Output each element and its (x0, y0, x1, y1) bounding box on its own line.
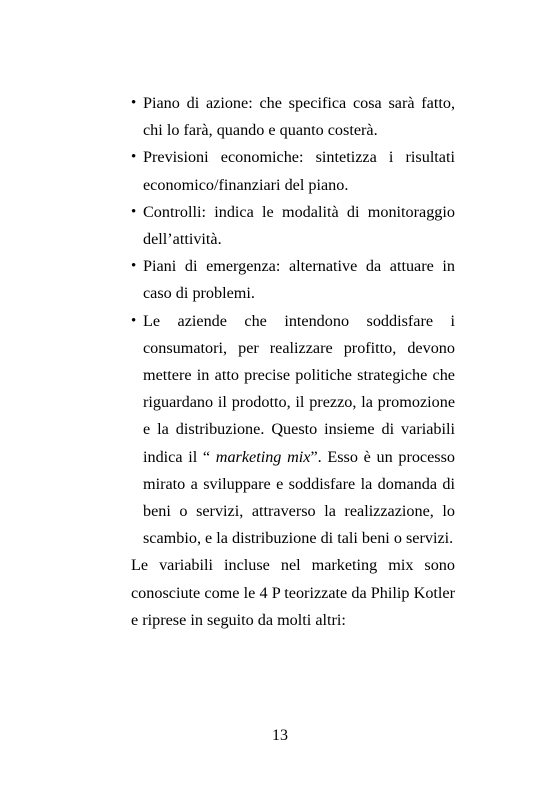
bullet-icon: • (131, 258, 137, 275)
body-paragraph: Le variabili incluse nel marketing mix sono conosciute come le 4 P teorizzate da Philip Kotler e riprese in seguito da molti altri: (131, 556, 455, 629)
page-number: 13 (272, 727, 288, 744)
page-content (131, 90, 455, 634)
marketing-mix-term: marketing mix (215, 447, 311, 466)
bullet-icon: • (131, 312, 137, 329)
list-item (131, 90, 455, 144)
list-item-text: Piani di emergenza: alternative da attuare in caso di problemi. (143, 257, 455, 303)
list-item-text: Piano di azione: che specifica cosa sarà fatto, chi lo farà, quando e quanto costerà. (143, 94, 455, 140)
list-item (131, 144, 455, 198)
bullet-icon: • (131, 95, 137, 111)
list-item (131, 199, 455, 253)
list-item-text: Controlli: indica le modalità di monitoraggio dell’attività. (143, 202, 455, 249)
list-item (131, 308, 455, 553)
bullet-icon: • (131, 203, 137, 220)
bullet-list (131, 90, 455, 552)
list-item-text-after: ”. Esso è un processo mirato a sviluppare e soddisfare la domanda di beni o servizi, attraverso la realizzazione, lo scambio, e la distribuzione di tali beni o servizi. (143, 447, 455, 548)
list-item (131, 253, 455, 307)
list-item-text-before: Le aziende che intendono soddisfare i consumatori, per realizzare profitto, devono mettere in atto precise politiche strategiche che riguardano il prodotto, il prezzo, la promozione e la distribuzione. Questo insieme di variabili indica il “ (143, 311, 455, 466)
bullet-icon: • (131, 149, 137, 166)
list-item-text: Previsioni economiche: sintetizza i risultati economico/finanziari del piano. (143, 148, 455, 194)
